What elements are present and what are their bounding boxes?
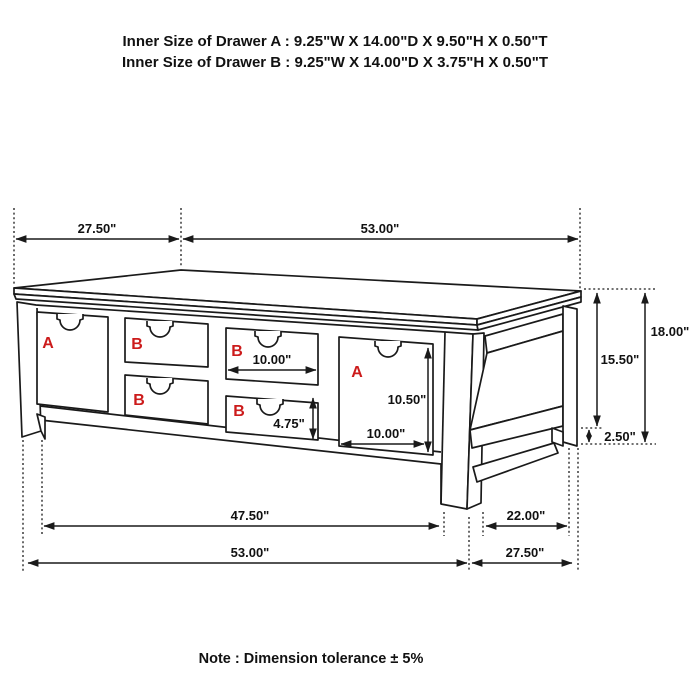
drawer-letter-b1-top: B	[131, 336, 143, 353]
drawer-b1-bottom	[125, 375, 208, 424]
dim-label-drawer-a-height: 10.50"	[387, 392, 427, 407]
title-line-1: Inner Size of Drawer A : 9.25"W X 14.00"D X 9.50"H X 0.50"T	[122, 33, 548, 50]
drawer-letter-b2-bottom: B	[233, 403, 245, 420]
drawer-letter-a-right: A	[351, 364, 363, 381]
dim-label-drawer-b-height: 4.75"	[273, 416, 305, 431]
dim-label-side-inner-width: 22.00"	[506, 508, 546, 523]
dim-label-drawer-b-width: 10.00"	[252, 352, 292, 367]
back-right-foot	[552, 428, 563, 446]
tolerance-note: Note : Dimension tolerance ± 5%	[198, 651, 424, 667]
drawer-letter-a-left: A	[42, 335, 54, 352]
dim-label-top-depth: 27.50"	[77, 221, 117, 236]
dim-label-foot-height: 2.50"	[604, 429, 636, 444]
table-drawing	[14, 270, 581, 509]
dim-label-height-total: 18.00"	[650, 324, 690, 339]
drawer-a-left	[37, 312, 108, 412]
dim-label-side-depth: 27.50"	[505, 545, 545, 560]
drawer-b1-top	[125, 318, 208, 367]
dim-label-drawer-a-width: 10.00"	[366, 426, 406, 441]
drawer-letter-b1-bottom: B	[133, 392, 145, 409]
back-rail-through-view	[473, 443, 558, 482]
dim-label-top-width: 53.00"	[360, 221, 400, 236]
title-line-2: Inner Size of Drawer B : 9.25"W X 14.00"D X 3.75"H X 0.50"T	[121, 54, 549, 71]
back-right-leg	[563, 306, 577, 446]
dim-label-front-width: 53.00"	[230, 545, 270, 560]
dim-label-height-to-foot: 15.50"	[600, 352, 640, 367]
drawer-letter-b2-top: B	[231, 343, 243, 360]
dim-label-front-inner-width: 47.50"	[230, 508, 270, 523]
